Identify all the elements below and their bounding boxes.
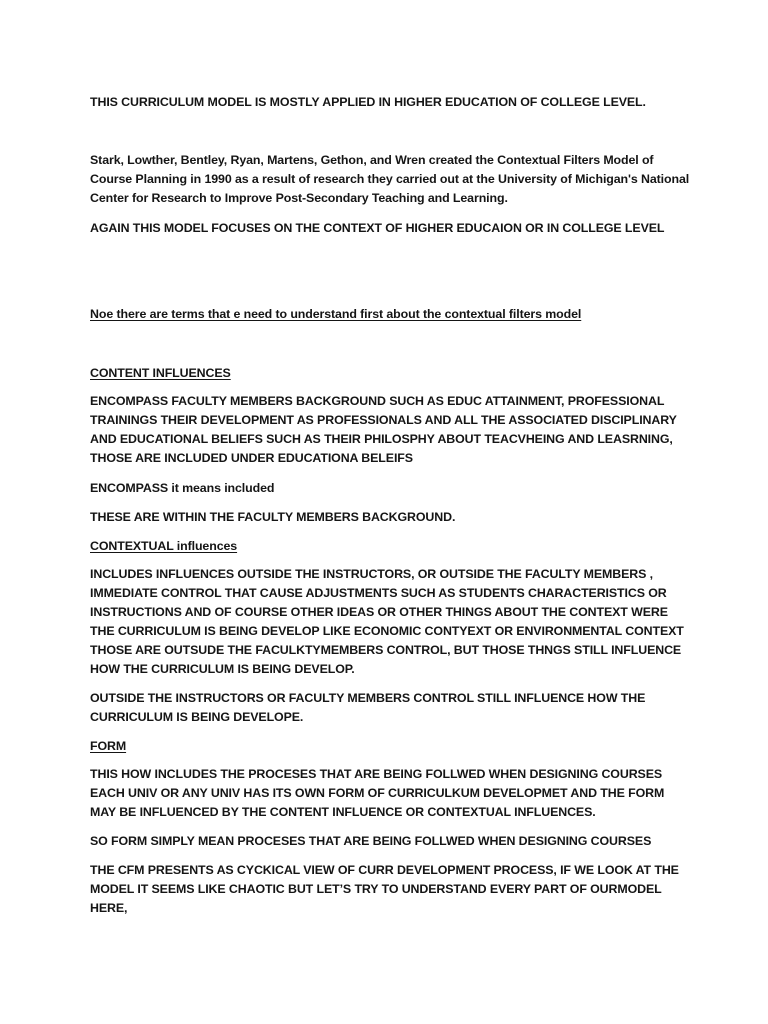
content-influences-heading: CONTENT INFLUENCES [90,366,231,380]
intro-statement: THIS CURRICULUM MODEL IS MOSTLY APPLIED IN HIGHER EDUCATION OF COLLEGE LEVEL. [90,95,646,109]
focus-statement: AGAIN THIS MODEL FOCUSES ON THE CONTEXT OF HIGHER EDUCAION OR IN COLLEGE LEVEL [90,221,665,235]
contextual-influences-paragraph: INCLUDES INFLUENCES OUTSIDE THE INSTRUCTORS, OR OUTSIDE THE FACULTY MEMBERS , IMMEDIATE CONTROL THAT CAUSE ADJUSTMENTS SUCH AS STUDENTS CHARACTERISTICS OR INSTRUCTIONS AND OF COURSE OTHER IDEAS OR OTHER THINGS ABOUT THE CONTEXT WERE THE CURRICULUM IS BEING DEVELOP LIKE ECONOMIC CONTYEXT OR ENVIRONMENTAL CONTEXT THOSE ARE OUTSUDE THE FACULKTYMEMBERS CONTROL, BUT THOSE THNGS STILL INFLUENCE HOW THE CURRICULUM IS BEING DEVELOP. [90,567,684,676]
form-summary: SO FORM SIMPLY MEAN PROCESES THAT ARE BEING FOLLWED WHEN DESIGNING COURSES [90,834,652,848]
faculty-background-note: THESE ARE WITHIN THE FACULTY MEMBERS BACKGROUND. [90,510,456,524]
cfm-overview-paragraph: THE CFM PRESENTS AS CYCKICAL VIEW OF CURR DEVELOPMENT PROCESS, IF WE LOOK AT THE MODEL IT SEEMS LIKE CHAOTIC BUT LET’S TRY TO UNDERSTAND EVERY PART OF OURMODEL HERE, [90,863,679,915]
encompass-definition: ENCOMPASS it means included [90,481,275,495]
contextual-influences-heading: CONTEXTUAL influences [90,539,238,553]
terms-heading: Noe there are terms that e need to understand first about the contextual filters model [90,307,582,321]
outside-control-note: OUTSIDE THE INSTRUCTORS OR FACULTY MEMBERS CONTROL STILL INFLUENCE HOW THE CURRICULUM IS BEING DEVELOPE. [90,691,646,724]
history-paragraph: Stark, Lowther, Bentley, Ryan, Martens, Gethon, and Wren created the Contextual Filters Model of Course Planning in 1990 as a result of research they carried out at the University of Michigan's National Center for Research to Improve Post-Secondary Teaching and Learning. [90,153,690,205]
content-influences-paragraph: ENCOMPASS FACULTY MEMBERS BACKGROUND SUCH AS EDUC ATTAINMENT, PROFESSIONAL TRAININGS THEIR DEVELOPMENT AS PROFESSIONALS AND ALL THE ASSOCIATED DISCIPLINARY AND EDUCATIONAL BELIEFS SUCH AS THEIR PHILOSPHY ABOUT TEACVHEING AND LEASRNING, THOSE ARE INCLUDED UNDER EDUCATIONA BELEIFS [90,394,677,465]
form-paragraph: THIS HOW INCLUDES THE PROCESES THAT ARE BEING FOLLWED WHEN DESIGNING COURSES EACH UNIV OR ANY UNIV HAS ITS OWN FORM OF CURRICULKUM DEVELOPMET AND THE FORM MAY BE INFLUENCED BY THE CONTENT INFLUENCE OR CONTEXTUAL INFLUENCES. [90,767,665,819]
form-heading: FORM [90,739,127,753]
